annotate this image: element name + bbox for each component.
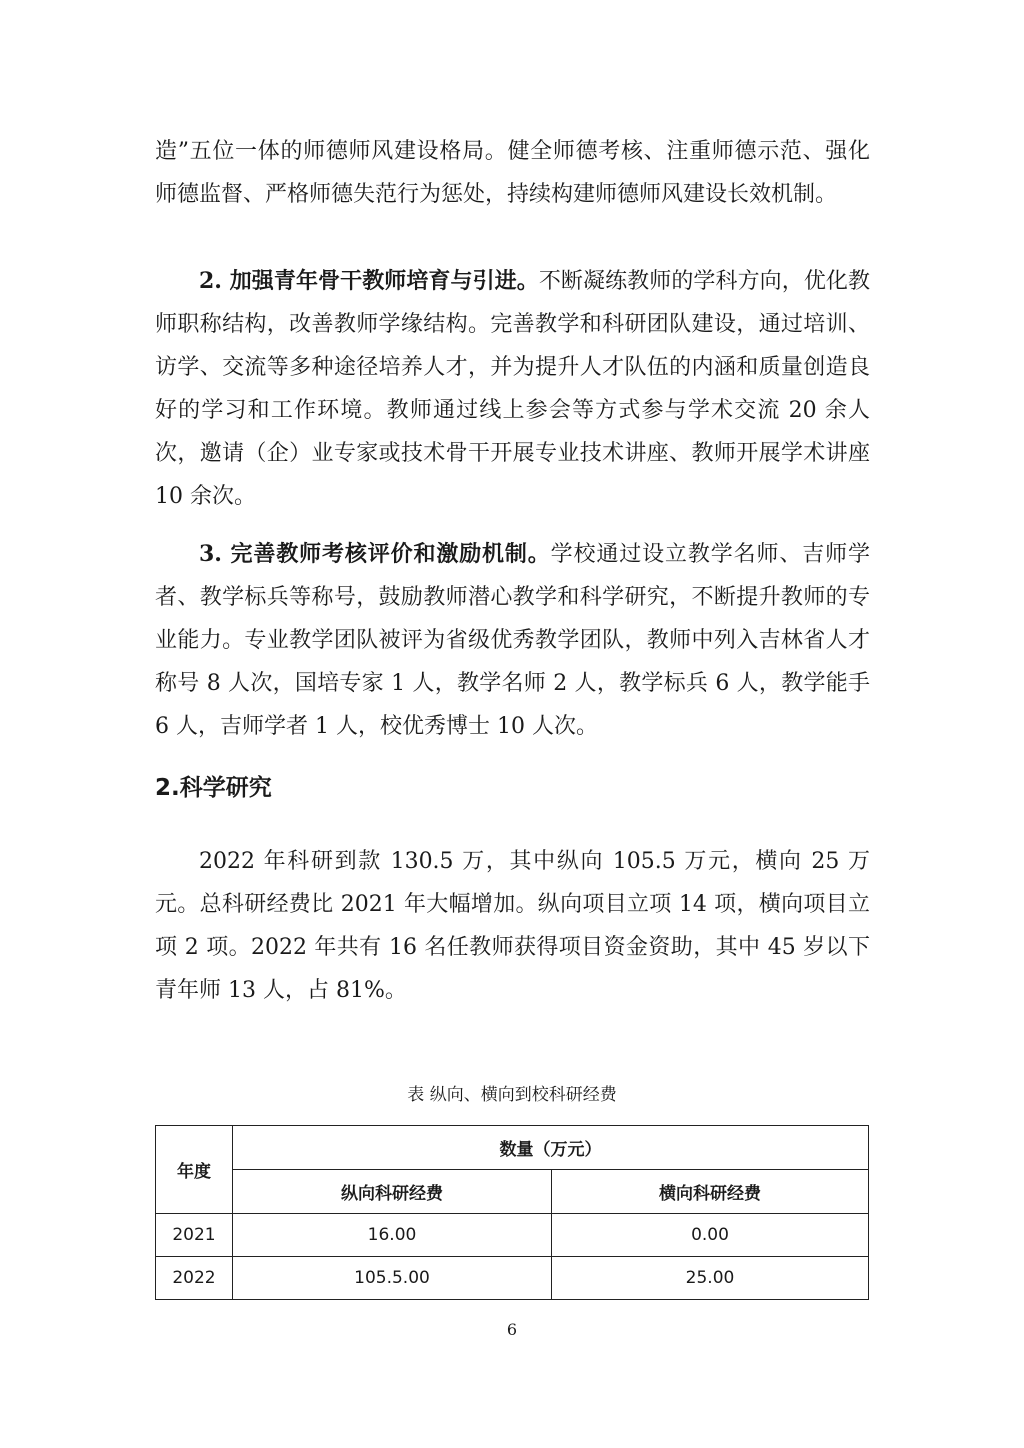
paragraph-research-funding xyxy=(155,840,870,1012)
header-horizontal: 横向科研经费 xyxy=(552,1170,869,1214)
cell-year: 2022 xyxy=(156,1257,233,1300)
header-year: 年度 xyxy=(156,1126,233,1214)
paragraph-ethics xyxy=(155,130,870,216)
cell-vertical: 105.5.00 xyxy=(233,1257,552,1300)
page-number: 6 xyxy=(506,1320,518,1339)
cell-vertical: 16.00 xyxy=(233,1214,552,1257)
paragraph-lead: 3. 完善教师考核评价和激励机制。 xyxy=(199,541,551,567)
table-caption: 表 纵向、横向到校科研经费 xyxy=(407,1085,617,1105)
section-heading: 2.科学研究 xyxy=(155,775,272,801)
table-subheader-row xyxy=(156,1170,869,1214)
table-row xyxy=(156,1214,869,1257)
paragraph-text: 造”五位一体的师德师风建设格局。健全师德考核、注重师德示范、强化师德监督、严格师德失范行为惩处，持续构建师德师风建设长效机制。 xyxy=(155,139,870,207)
paragraph-text: 不断凝练教师的学科方向，优化教师职称结构，改善教师学缘结构。完善教学和科研团队建设，通过培训、访学、交流等多种途径培养人才，并为提升人才队伍的内涵和质量创造良好的学习和工作环境。教师通过线上参会等方式参与学术交流 20 余人次，邀请（企）业专家或技术骨干开展专业技术讲座、教师开展学术讲座 10 余次。 xyxy=(155,269,870,509)
paragraph-evaluation xyxy=(155,533,870,748)
paragraph-lead: 2. 加强青年骨干教师培育与引进。 xyxy=(199,268,539,294)
cell-horizontal: 0.00 xyxy=(552,1214,869,1257)
paragraph-text: 2022 年科研到款 130.5 万，其中纵向 105.5 万元，横向 25 万元。总科研经费比 2021 年大幅增加。纵向项目立项 14 项，横向项目立项 2 项。2022 年共有 16 名任教师获得项目资金资助，其中 45 岁以下青年师 13 人，占 81%。 xyxy=(155,849,870,1003)
paragraph-young-teachers xyxy=(155,260,870,518)
cell-year: 2021 xyxy=(156,1214,233,1257)
table-row xyxy=(156,1257,869,1300)
header-vertical: 纵向科研经费 xyxy=(233,1170,552,1214)
header-amount: 数量（万元） xyxy=(233,1126,869,1170)
table-header-row xyxy=(156,1126,869,1170)
paragraph-text: 学校通过设立教学名师、吉师学者、教学标兵等称号，鼓励教师潜心教学和科学研究，不断提升教师的专业能力。专业教学团队被评为省级优秀教学团队，教师中列入吉林省人才称号 8 人次，国培专家 1 人，教学名师 2 人，教学标兵 6 人，教学能手 6 人，吉师学者 1 人，校优秀博士 10 人次。 xyxy=(155,542,870,739)
funding-table xyxy=(155,1125,869,1300)
cell-horizontal: 25.00 xyxy=(552,1257,869,1300)
